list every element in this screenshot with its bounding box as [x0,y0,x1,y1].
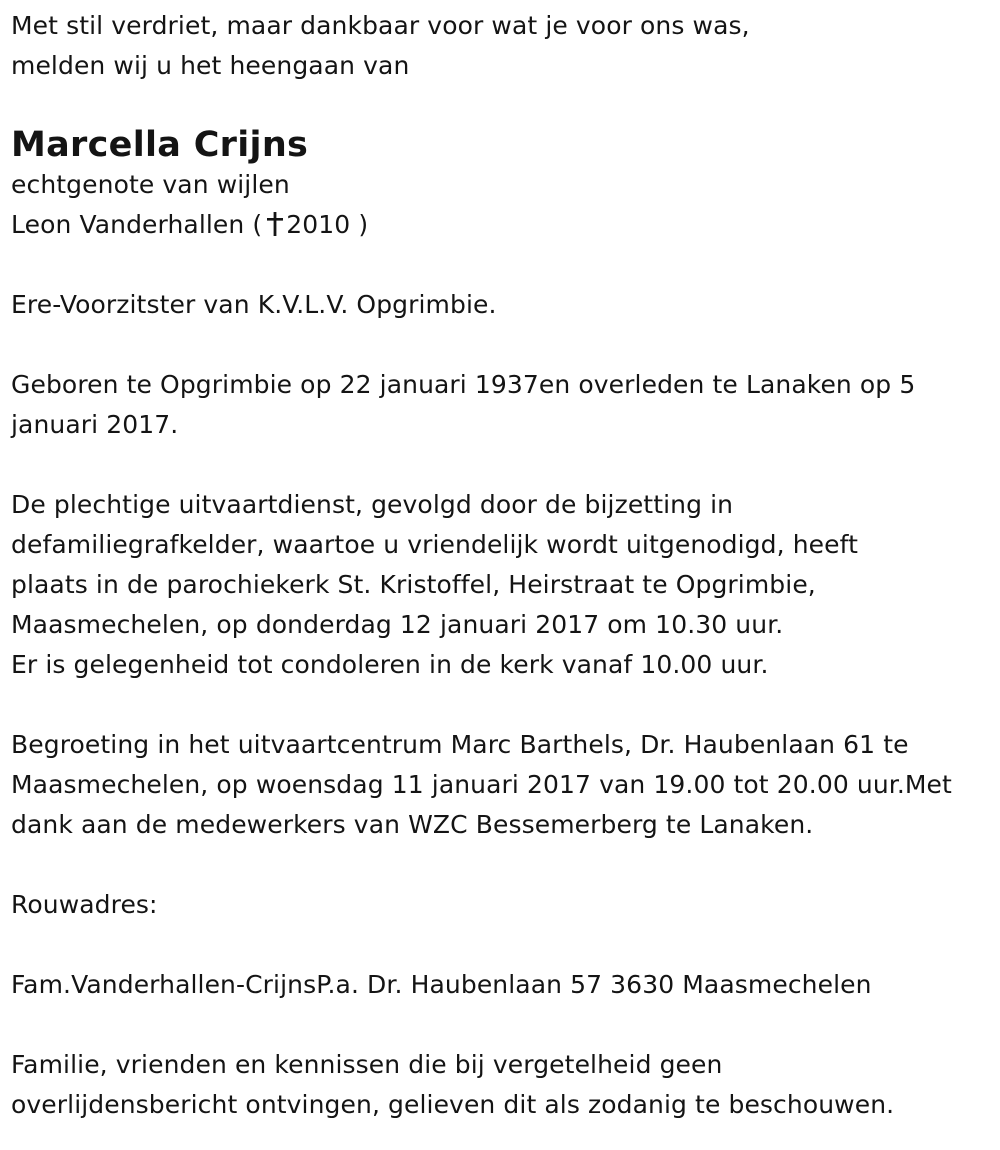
spouse-close: ) [358,210,369,239]
spouse-name: Leon Vanderhallen ( [11,210,263,239]
funeral-line-4: Maasmechelen, op donderdag 12 januari 2017 om 10.30 uur. [11,610,784,639]
mourning-address: Fam.Vanderhallen-CrijnsP.a. Dr. Haubenlaan 57 3630 Maasmechelen [11,970,872,999]
spacer [11,845,991,885]
honorary-title: Ere-Voorzitster van K.V.L.V. Opgrimbie. [11,290,497,319]
spacer [11,445,991,485]
intro-line-1: Met stil verdriet, maar dankbaar voor wat je voor ons was, [11,11,750,40]
greeting-line-1: Begroeting in het uitvaartcentrum Marc Barthels, Dr. Haubenlaan 61 te [11,730,909,759]
greeting-line-3: dank aan de medewerkers van WZC Bessemerberg te Lanaken. [11,810,814,839]
spacer [11,245,991,285]
spouse-line [11,205,991,245]
spacer [11,325,991,365]
closing-line-1: Familie, vrienden en kennissen die bij vergetelheid geen [11,1050,723,1079]
relation-line: echtgenote van wijlen [11,170,290,199]
funeral-line-1: De plechtige uitvaartdienst, gevolgd door de bijzetting in [11,490,734,519]
deceased-name: Marcella Crijns [11,125,309,165]
spacer [11,925,991,965]
birth-death-line-1: Geboren te Opgrimbie op 22 januari 1937en overleden te Lanaken op 5 [11,370,916,399]
spacer [11,685,991,725]
funeral-line-5: Er is gelegenheid tot condoleren in de kerk vanaf 10.00 uur. [11,650,769,679]
funeral-line-3: plaats in de parochiekerk St. Kristoffel, Heirstraat te Opgrimbie, [11,570,816,599]
birth-death-line-2: januari 2017. [11,410,179,439]
greeting-line-2: Maasmechelen, op woensdag 11 januari 2017 van 19.00 tot 20.00 uur.Met [11,770,952,799]
death-notice [11,6,991,1125]
spouse-year: 2010 [286,210,351,239]
mourning-address-label: Rouwadres: [11,890,158,919]
funeral-line-2: defamiliegrafkelder, waartoe u vriendelijk wordt uitgenodigd, heeft [11,530,858,559]
cross-icon [266,212,284,236]
closing-line-2: overlijdensbericht ontvingen, gelieven dit als zodanig te beschouwen. [11,1090,895,1119]
intro-line-2: melden wij u het heengaan van [11,51,410,80]
spacer [11,1005,991,1045]
